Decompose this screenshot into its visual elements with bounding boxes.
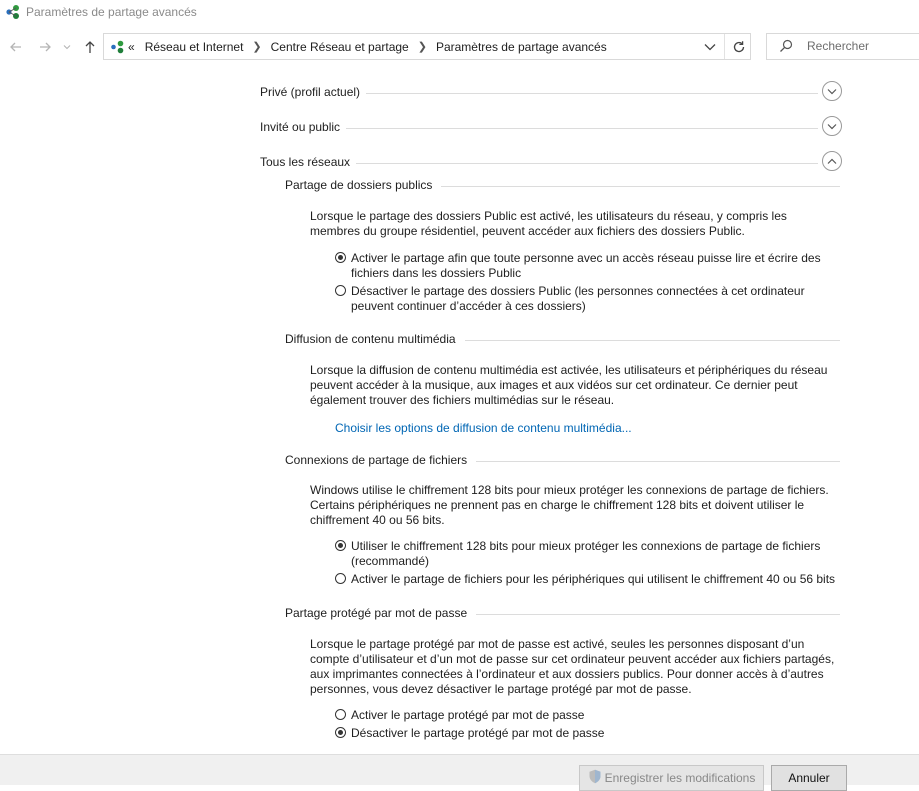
radio-button[interactable] (335, 285, 346, 296)
chevron-down-icon[interactable] (701, 38, 719, 56)
refresh-icon[interactable] (730, 38, 748, 56)
breadcrumb-item-network-center[interactable]: Centre Réseau et partage (270, 39, 409, 54)
section-description: Lorsque le partage protégé par mot de passe est activé, seules les personnes disposant d’un compte d’utilisateur et d’un mot de passe sur cet ordinateur peuvent accéder aux fichiers partagés, aux imprimantes connectées à l’ordinateur et aux dossiers publics. Pour donner accès à d’autres personnes, vous devez désactiver le partage protégé par mot de passe. (310, 637, 835, 696)
title-bar (0, 0, 919, 26)
radio-label[interactable]: Activer le partage de fichiers pour les périphériques qui utilisent le chiffrement 40 ou 56 bits (351, 572, 836, 586)
profile-guest-public-label: Invité ou public (260, 120, 346, 134)
section-password-protected-header (285, 606, 840, 622)
profile-private-label: Privé (profil actuel) (260, 85, 366, 99)
uac-shield-icon (588, 769, 602, 787)
breadcrumb-overflow[interactable]: « (128, 39, 135, 54)
navigation-bar (0, 32, 919, 62)
section-media-streaming-header (285, 332, 840, 348)
forward-arrow-icon[interactable] (36, 38, 54, 56)
up-arrow-icon[interactable] (81, 38, 99, 56)
radio-password-enable[interactable] (335, 708, 840, 723)
radio-button[interactable] (335, 727, 346, 738)
recent-dropdown-icon[interactable] (61, 38, 73, 56)
breadcrumb-item-network-internet[interactable]: Réseau et Internet (144, 39, 244, 54)
back-arrow-icon[interactable] (7, 38, 25, 56)
chevron-right-icon[interactable]: ❯ (417, 41, 427, 53)
section-title: Partage protégé par mot de passe (285, 606, 476, 620)
section-public-folders-header (285, 178, 840, 194)
chevron-up-icon[interactable] (822, 151, 842, 171)
chevron-down-icon[interactable] (822, 116, 842, 136)
profile-guest-public-header[interactable] (260, 116, 842, 140)
radio-button[interactable] (335, 252, 346, 263)
section-title: Connexions de partage de fichiers (285, 453, 476, 467)
radio-label[interactable]: Désactiver le partage des dossiers Public (les personnes connectées à cet ordinateur peuvent continuer d’accéder à ces dossiers) (351, 284, 805, 313)
save-changes-button[interactable] (579, 765, 764, 791)
profile-all-networks-header[interactable] (260, 151, 842, 175)
section-file-sharing-header (285, 453, 840, 469)
radio-label[interactable]: Désactiver le partage protégé par mot de passe (351, 726, 605, 740)
window-title: Paramètres de partage avancés (26, 5, 197, 19)
cancel-button[interactable]: Annuler (771, 765, 847, 791)
section-description: Lorsque le partage des dossiers Public est activé, les utilisateurs du réseau, y compris les membres du groupe résidentiel, peuvent accéder aux fichiers des dossiers Public. (310, 209, 787, 238)
radio-public-enable[interactable] (335, 251, 840, 281)
radio-public-disable[interactable] (335, 284, 840, 314)
radio-selected-dot (338, 543, 343, 548)
footer-bar (0, 754, 919, 785)
network-icon (110, 40, 126, 54)
section-title: Diffusion de contenu multimédia (285, 332, 465, 346)
section-description: Windows utilise le chiffrement 128 bits pour mieux protéger les connexions de partage de fichiers. Certains périphériques ne prennent pas en charge le chiffrement 128 bits et doivent utiliser le chiffrement 40 ou 56 bits. (310, 483, 829, 527)
breadcrumb (110, 34, 611, 59)
profile-all-networks-label: Tous les réseaux (260, 155, 356, 169)
breadcrumb-item-advanced-sharing[interactable]: Paramètres de partage avancés (435, 39, 607, 54)
save-button-label: Enregistrer les modifications (604, 771, 756, 785)
media-streaming-options-link[interactable]: Choisir les options de diffusion de contenu multimédia... (335, 421, 632, 435)
radio-selected-dot (338, 255, 343, 260)
section-title: Partage de dossiers publics (285, 178, 441, 192)
radio-label[interactable]: Activer le partage protégé par mot de passe (351, 708, 585, 722)
search-icon (779, 39, 793, 56)
profile-private-header[interactable] (260, 81, 842, 105)
chevron-right-icon[interactable]: ❯ (252, 41, 262, 53)
radio-password-disable[interactable] (335, 726, 840, 741)
address-bar[interactable] (103, 33, 751, 60)
radio-button[interactable] (335, 573, 346, 584)
network-icon (5, 4, 21, 20)
search-input[interactable] (807, 39, 917, 53)
radio-encryption-40-56[interactable] (335, 572, 840, 587)
radio-button[interactable] (335, 709, 346, 720)
radio-encryption-128[interactable] (335, 539, 840, 569)
chevron-down-icon[interactable] (822, 81, 842, 101)
radio-label[interactable]: Utiliser le chiffrement 128 bits pour mieux protéger les connexions de partage de fichiers (recommandé) (351, 539, 821, 568)
radio-label[interactable]: Activer le partage afin que toute personne avec un accès réseau puisse lire et écrire des fichiers dans les dossiers Public (351, 251, 821, 280)
address-divider (724, 34, 725, 59)
radio-button[interactable] (335, 540, 346, 551)
radio-selected-dot (338, 730, 343, 735)
search-box[interactable] (766, 33, 919, 60)
section-description: Lorsque la diffusion de contenu multimédia est activée, les utilisateurs et périphériques du réseau peuvent accéder à la musique, aux images et aux vidéos sur cet ordinateur. Ce dernier peut également trouver des fichiers multimédias sur le réseau. (310, 363, 828, 407)
